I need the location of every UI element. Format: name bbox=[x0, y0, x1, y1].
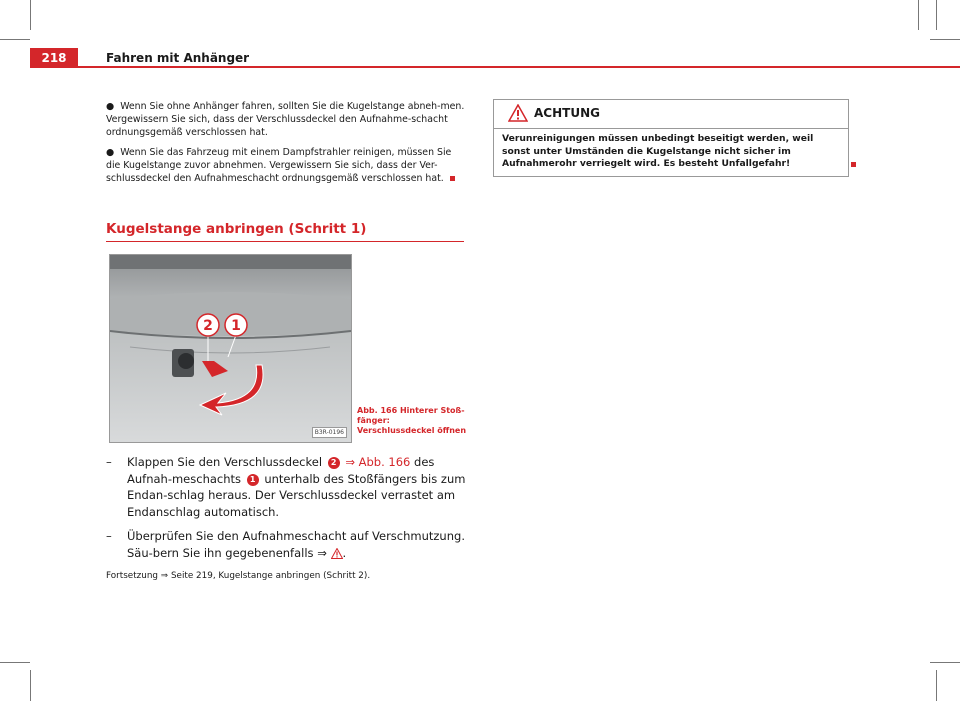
crop-mark bbox=[930, 662, 960, 663]
crop-mark bbox=[0, 39, 30, 40]
page-title: Fahren mit Anhänger bbox=[106, 51, 250, 65]
bullet-item bbox=[106, 146, 468, 186]
callout-2 bbox=[197, 314, 219, 336]
end-mark-icon bbox=[450, 176, 455, 181]
bullet-text: Wenn Sie ohne Anhänger fahren, sollten Sie die Kugelstange abneh-men. Vergewissern Sie sich, dass der Verschlussdeckel den Aufnahme-schacht ordnungsgemäß verschlossen hat. bbox=[106, 101, 465, 139]
figure-link[interactable]: ⇒ Abb. 166 bbox=[345, 455, 411, 469]
header-rule bbox=[30, 66, 960, 68]
crop-mark bbox=[936, 670, 937, 701]
end-mark-icon bbox=[851, 162, 856, 167]
section-title: Kugelstange anbringen (Schritt 1) bbox=[106, 221, 464, 242]
warning-header bbox=[494, 100, 848, 129]
bullet-icon: ● bbox=[106, 146, 115, 158]
bullet-item bbox=[106, 100, 468, 140]
page-number: 218 bbox=[30, 48, 78, 68]
callout-2-label: 2 bbox=[203, 318, 213, 334]
warning-triangle-icon[interactable] bbox=[331, 548, 343, 559]
step-text: Überprüfen Sie den Aufnahmeschacht auf Verschmutzung. Säu-bern Sie ihn gegebenenfalls ⇒ bbox=[127, 529, 465, 560]
step-dash: – bbox=[106, 455, 112, 469]
crop-mark bbox=[30, 670, 31, 701]
crop-mark bbox=[0, 662, 30, 663]
warning-text: Verunreinigungen müssen unbedingt beseitigt werden, weil sonst unter Umständen die Kugelstange nicht sicher im Aufnahmerohr verriegelt wird. Es besteht Unfallgefahr! bbox=[502, 133, 814, 169]
bullet-text: Wenn Sie das Fahrzeug mit einem Dampfstrahler reinigen, müssen Sie die Kugelstange zuvor abnehmen. Vergewissern Sie sich, dass der Ver-schlussdeckel den Aufnahmeschacht ordnungsgemäß verschlossen hat. bbox=[106, 146, 452, 185]
step-item bbox=[106, 454, 468, 520]
callout-badge-2: 2 bbox=[328, 457, 340, 469]
step-text: des Aufnah-meschachts bbox=[127, 455, 435, 486]
continuation-link[interactable]: Fortsetzung ⇒ Seite 219, Kugelstange anbringen (Schritt 2). bbox=[106, 571, 371, 581]
bullet-list bbox=[106, 100, 468, 191]
warning-title: ACHTUNG bbox=[534, 106, 600, 120]
step-text: Klappen Sie den Verschlussdeckel bbox=[127, 455, 323, 469]
step-text: . bbox=[342, 545, 347, 560]
step-list bbox=[106, 454, 468, 569]
figure-caption: Abb. 166 Hinterer Stoß-fänger: Verschlussdeckel öffnen bbox=[357, 406, 467, 435]
callout-1-label: 1 bbox=[231, 318, 241, 334]
crop-mark bbox=[930, 39, 960, 40]
figure-code: B3R-0196 bbox=[312, 427, 347, 438]
crop-mark bbox=[936, 0, 937, 30]
crop-mark bbox=[918, 0, 919, 30]
warning-box bbox=[493, 99, 849, 177]
bumper-illustration bbox=[110, 255, 351, 442]
warning-icon bbox=[508, 104, 528, 122]
step-text: unterhalb des Stoßfängers bis zum Endan-schlag heraus. Der Verschlussdeckel verrastet am Endanschlag automatisch. bbox=[127, 471, 466, 519]
bullet-icon: ● bbox=[106, 101, 115, 112]
step-dash: – bbox=[106, 529, 112, 543]
figure-image bbox=[109, 254, 352, 443]
callout-1 bbox=[225, 314, 247, 336]
step-item bbox=[106, 528, 468, 561]
crop-mark bbox=[30, 0, 31, 30]
callout-badge-1: 1 bbox=[247, 474, 259, 486]
